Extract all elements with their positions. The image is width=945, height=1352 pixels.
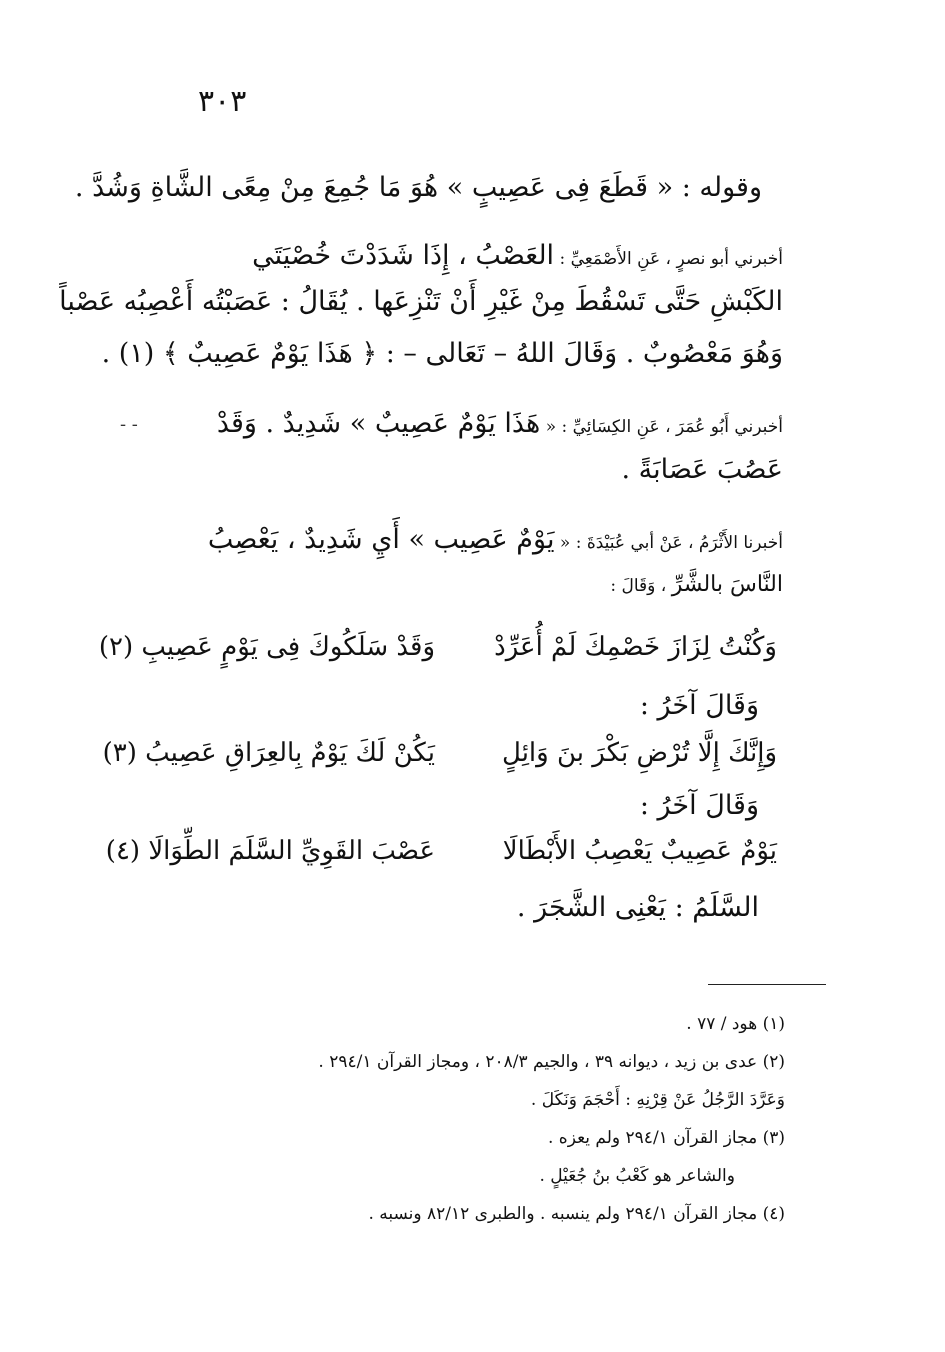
- verse3-second-hemistich: عَصْبَ القَوِيِّ السَّلَمَ الطِّوَالَا (٤): [105, 836, 435, 866]
- para1-line1: [163, 240, 783, 272]
- footnote-3-note: والشاعر هو كَعْبُ بنُ جُعَيْلٍ .: [539, 1166, 735, 1186]
- footnote-divider: [708, 984, 826, 985]
- para3-text1: يَوْمٌ عَصِيب » أَيِ شَدِيدٌ ، يَعْصِبُ: [207, 524, 555, 555]
- para3-line1: [208, 524, 783, 556]
- footnote-4: (٤) مجاز القرآن ٢٩٤/١ ولم ينسبه . والطبرى ٨٢/١٢ ونسبه .: [368, 1204, 785, 1224]
- para3-text2a: النَّاسَ بالشَّرِّ: [671, 572, 783, 597]
- para1-intro: أخبرني أبو نصرٍ ، عَنِ الأَصْمَعِيِّ :: [554, 249, 783, 269]
- para2-text1: هَذَا يَوْمٌ عَصِيبٌ » شَدِيدٌ . وَقَدْ: [216, 408, 541, 439]
- verse2-second-hemistich: يَكُنْ لَكَ يَوْمٌ بِالعِرَاقِ عَصِيبُ (٣): [102, 738, 435, 768]
- verse3-first-hemistich: يَوْمٌ عَصِيبٌ يَعْصِبُ الأَبْطَالَا: [502, 836, 777, 866]
- verse1-second-hemistich: وَقَدْ سَلَكُوكَ فِى يَوْمٍ عَصِيبِ (٢): [98, 632, 435, 662]
- said-another-1: وَقَالَ آخَرُ :: [639, 690, 759, 721]
- para2-intro: أخبرني أَبُو عُمَرَ ، عَنِ الكِسَائِيِّ : «: [540, 417, 783, 437]
- footnote-2-note: وَعَرَّدَ الرَّجُلُ عَنْ قِرْنِهِ : أَحْجَمَ وَنَكَلَ .: [530, 1090, 785, 1110]
- footnote-2: (٢) عدى بن زيد ، ديوانه ٣٩ ، والجيم ٢٠٨/٣ ، ومجاز القرآن ٢٩٤/١ .: [318, 1052, 785, 1072]
- verse1-first-hemistich: وَكُنْتُ لِزَازَ خَصْمِكَ لَمْ أُعَرِّدْ: [494, 632, 777, 662]
- footnote-3: (٣) مجاز القرآن ٢٩٤/١ ولم يعزه .: [548, 1128, 785, 1148]
- heading-line: وقوله : « قَطَعَ فِى عَصِيبٍ » هُوَ مَا جُمِعَ مِنْ مِعًى الشَّاةِ وَشُدَّ .: [74, 172, 762, 203]
- para1-text1: العَصْبُ ، إِذَا شَدَدْتَ خُصْيَتَي: [252, 240, 555, 271]
- page-number: ٣٠٣: [198, 84, 247, 119]
- para2-line1: [217, 408, 783, 440]
- para3-text2b: ، وَقَالَ :: [610, 576, 672, 596]
- para1-line2: الكَبْشِ حَتَّى تَسْقُطَ مِنْ غَيْرِ أَنْ تَنْزِعَها . يُقَالُ : عَصَبْتُه أَعْصِبُه عَصْباً: [59, 286, 783, 317]
- footnote-1: (١) هود / ٧٧ .: [686, 1014, 785, 1034]
- said-another-2: وَقَالَ آخَرُ :: [639, 790, 759, 821]
- para3-line2: [610, 572, 783, 598]
- para1-line3: وَهُوَ مَعْصُوبٌ . وَقَالَ اللهُ – تَعَالى – : ﴿ هَذَا يَوْمٌ عَصِيبٌ ﴾ (١) .: [101, 338, 783, 369]
- verse2-first-hemistich: وَإِنَّكَ إِلَّا تُرْضِ بَكْرَ بنَ وَائِلٍ: [502, 738, 777, 768]
- margin-mark: - -: [120, 414, 138, 435]
- para3-intro: أخبرنا الأَثْرَمُ ، عَنْ أبي عُبَيْدَةَ : «: [554, 533, 783, 553]
- gloss-line: السَّلَمُ : يَعْنِى الشَّجَرَ .: [516, 892, 759, 923]
- para2-line2: عَصُبَ عَصَابَةً .: [621, 454, 783, 485]
